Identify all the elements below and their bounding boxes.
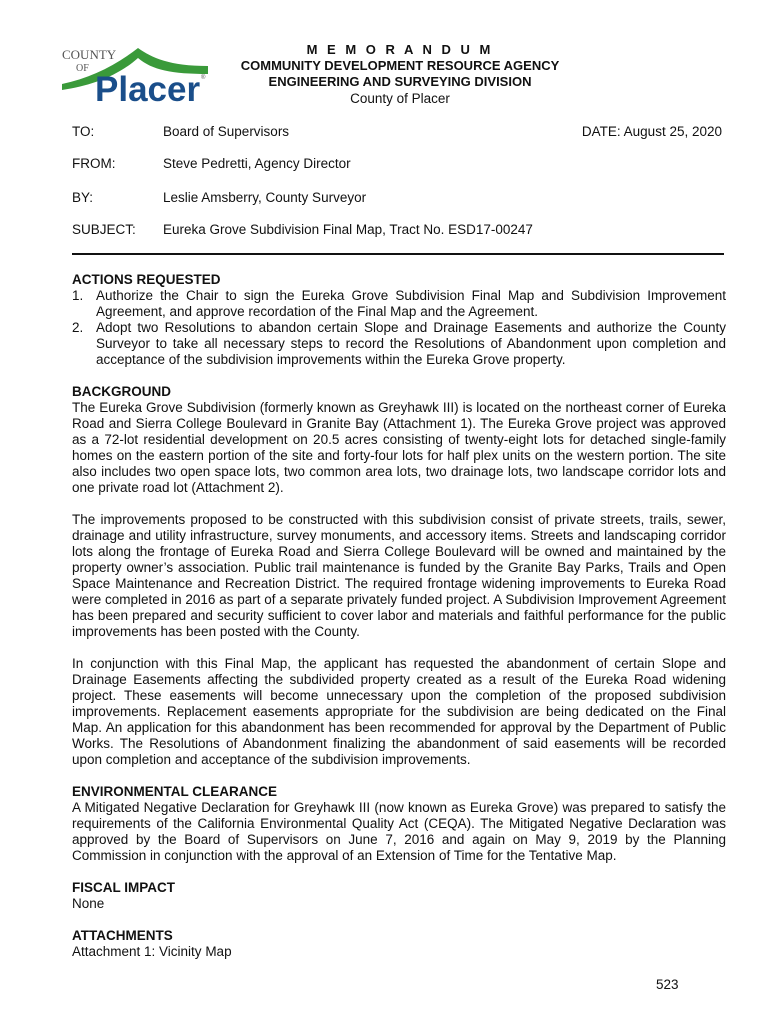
county-name: County of Placer [350,91,450,106]
memo-body [72,272,726,960]
background-paragraph: In conjunction with this Final Map, the applicant has requested the abandonment of certain Slope and Drainage Easements affecting the subdivided property created as a result of the Eureka Road widening project. These easements will become unnecessary upon the completion of the proposed subdivision improvements. Replacement easements appropriate for the subdivision are being dedicated on the Final Map. An application for this abandonment has been recommended for approval by the Department of Public Works. The Resolutions of Abandonment finalizing the abandonment of said easements will be recorded upon completion and acceptance of the subdivision improvements. [72,656,726,767]
to-value: Board of Supervisors [163,124,290,139]
background-paragraph: The Eureka Grove Subdivision (formerly known as Greyhawk III) is located on the northeast corner of Eureka Road and Sierra College Boulevard in Granite Bay (Attachment 1). The Eureka Grove project was approved as a 72-lot residential development on 20.5 acres consisting of twenty-eight lots for detached single-family homes on the eastern portion of the site and forty-four lots for half plex units on the western portion. The site also includes two open space lots, two common area lots, two drainage lots, two landscape corridor lots and one private road lot (Attachment 2). [72,400,726,495]
subject-value: Eureka Grove Subdivision Final Map, Tract No. ESD17-00247 [163,222,533,237]
action-item [72,288,726,320]
logo-county-text: COUNTY [62,47,117,62]
from-label: FROM: [72,156,116,171]
attachments-text: Attachment 1: Vicinity Map [72,944,232,959]
from-value: Steve Pedretti, Agency Director [163,156,351,171]
fiscal-heading: FISCAL IMPACT [72,880,175,895]
by-label: BY: [72,190,94,205]
page-number: 523 [656,977,679,992]
memorandum-title: M E M O R A N D U M [306,42,494,57]
action-text: Adopt two Resolutions to abandon certain Slope and Drainage Easements and authorize the County Surveyor to take all necessary steps to record the Resolutions of Abandonment upon completion and acceptance of the subdivision improvements within the Eureka Grove property. [96,320,726,367]
by-value: Leslie Amsberry, County Surveyor [163,190,367,205]
agency-name: COMMUNITY DEVELOPMENT RESOURCE AGENCY [240,58,560,73]
action-item [72,320,726,368]
logo-of-text: OF [76,63,89,74]
to-label: TO: [72,124,95,139]
action-text: Authorize the Chair to sign the Eureka Grove Subdivision Final Map and Subdivision Improvement Agreement, and approve recordation of the Final Map and the Agreement. [96,288,726,319]
background-heading: BACKGROUND [72,384,171,399]
division-name: ENGINEERING AND SURVEYING DIVISION [268,74,532,89]
memo-date: DATE: August 25, 2020 [581,124,722,139]
logo-placer-text: Placer [95,70,201,109]
environmental-text: A Mitigated Negative Declaration for Greyhawk III (now known as Eureka Grove) was prepared to satisfy the requirements of the California Environmental Quality Act (CEQA). The Mitigated Negative Declaration was approved by the Board of Supervisors on June 7, 2016 and again on May 9, 2019 by the Planning Commission in conjunction with the approval of an Extension of Time for the Tentative Map. [72,800,726,863]
actions-heading: ACTIONS REQUESTED [72,272,221,287]
subject-label: SUBJECT: [72,222,136,237]
header-divider [72,253,724,255]
county-of-placer-logo [60,44,210,110]
environmental-heading: ENVIRONMENTAL CLEARANCE [72,784,278,799]
background-paragraph: The improvements proposed to be constructed with this subdivision consist of private streets, trails, sewer, drainage and utility infrastructure, survey monuments, and accessory items. Streets and landscaping corridor lots along the frontage of Eureka Road and Sierra College Boulevard will be owned and maintained by the property owner’s association. Public trail maintenance is funded by the Granite Bay Parks, Trails and Open Space Maintenance and Recreation District. The required frontage widening improvements to Eureka Road were completed in 2016 as part of a separate privately funded project. A Subdivision Improvement Agreement has been prepared and security sufficient to cover labor and materials and faithful performance for the public improvements has been posted with the County. [72,512,726,639]
action-number: 2. [72,320,84,335]
logo-registered-mark: ® [201,75,206,81]
attachments-heading: ATTACHMENTS [72,928,173,943]
action-number: 1. [72,288,84,303]
actions-list [72,288,726,368]
fiscal-text: None [72,896,105,911]
